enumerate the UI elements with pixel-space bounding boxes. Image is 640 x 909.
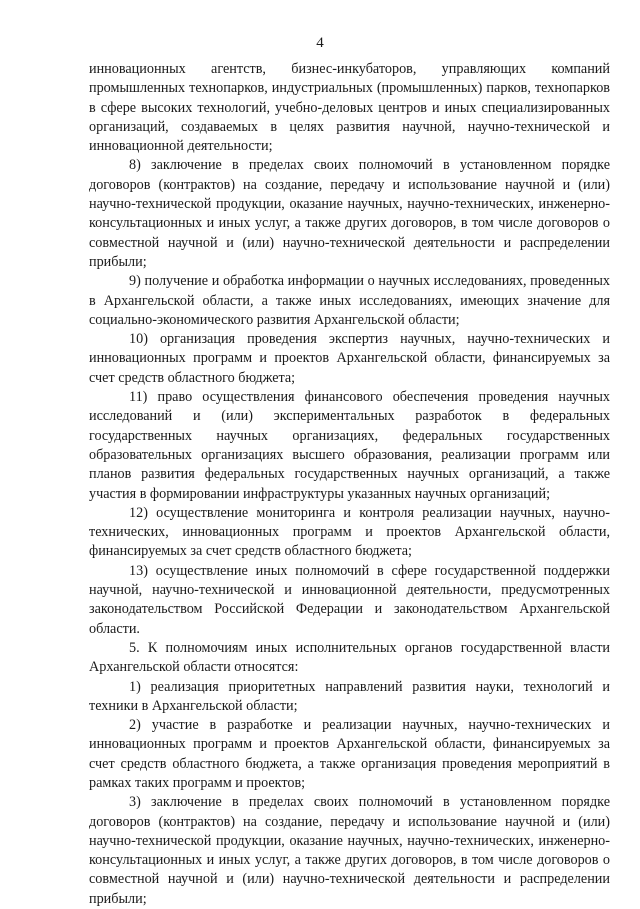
- paragraph: 11) право осуществления финансового обеспечения проведения научных исследований и (или) экспериментальных разработок в федеральных государственных научных организациях, федеральных государственных образовательных организациях высшего образования, реализации программ или планов развития федеральных государственных научных организаций, а также участия в формировании инфраструктуры указанных научных организаций;: [89, 389, 610, 502]
- paragraph: 8) заключение в пределах своих полномочий в установленном порядке договоров (контрактов) на создание, передачу и использование научной и (или) научно-технической продукции, оказание научных, научно-технических, инженерно-консультационных и иных услуг, а также других договоров, в том числе договоров о совместной научной и (или) научно-технической деятельности и распределении прибыли;: [89, 157, 610, 270]
- paragraph: 2) участие в разработке и реализации научных, научно-технических и инновационных программ и проектов Архангельской области, финансируемых за счет средств областного бюджета, а также организация проведения мероприятий в рамках таких программ и проектов;: [89, 717, 610, 791]
- document-body: [89, 60, 610, 909]
- page-number: 4: [316, 35, 324, 51]
- paragraph: 12) осуществление мониторинга и контроля реализации научных, научно-технических, инновационных программ и проектов Архангельской области, финансируемых за счет средств областного бюджета;: [89, 504, 610, 560]
- paragraph: 1) реализация приоритетных направлений развития науки, технологий и техники в Архангельской области;: [89, 678, 610, 714]
- paragraph: 3) заключение в пределах своих полномочий в установленном порядке договоров (контрактов) на создание, передачу и использование научной и (или) научно-технической продукции, оказание научных, научно-технических, инженерно-консультационных и иных услуг, а также других договоров, в том числе договоров о совместной научной и (или) научно-технической деятельности и распределении прибыли;: [89, 794, 610, 907]
- paragraph: 5. К полномочиям иных исполнительных органов государственной власти Архангельской области относятся:: [89, 639, 610, 676]
- paragraph: 10) организация проведения экспертиз научных, научно-технических и инновационных программ и проектов Архангельской области, финансируемых за счет средств областного бюджета;: [89, 331, 610, 386]
- paragraph: 13) осуществление иных полномочий в сфере государственной поддержки научной, научно-технической и инновационной деятельности, предусмотренных законодательством Российской Федерации и законодательством Архангельской области.: [89, 562, 610, 637]
- paragraph: инновационных агентств, бизнес-инкубаторов, управляющих компаний промышленных технопарков, индустриальных (промышленных) парков, технопарков в сфере высоких технологий, учебно-деловых центров и иных специализированных организаций, создаваемых в целях развития научной, научно-технической и инновационной деятельности;: [89, 61, 610, 155]
- paragraph: 9) получение и обработка информации о научных исследованиях, проведенных в Архангельской области, а также иных исследованиях, имеющих значение для социально-экономического развития Архангельской области;: [89, 273, 610, 328]
